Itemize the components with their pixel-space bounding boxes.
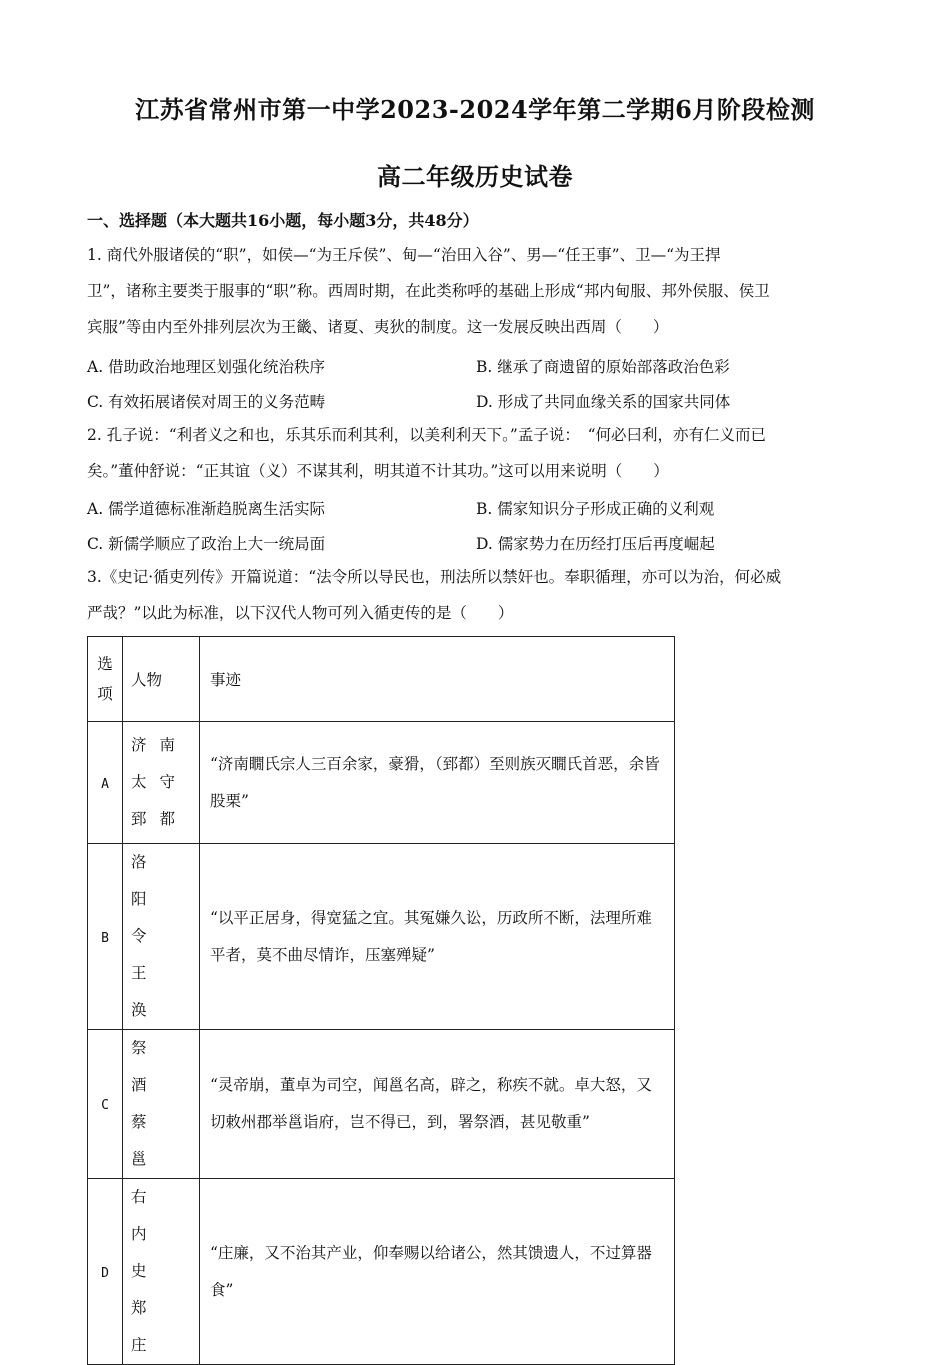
row-person: 右内史郑庄 bbox=[123, 1179, 200, 1365]
row-person: 洛阳令王涣 bbox=[123, 844, 200, 1030]
question-1-option-d[interactable]: D. 形成了共同血缘关系的国家共同体 bbox=[476, 393, 731, 411]
row-deed: “灵帝崩，董卓为司空，闻邕名高，辟之，称疾不就。卓大怒，又切敕州郡举邕诣府，岂不得已，到，署祭酒，甚见敬重” bbox=[200, 1030, 675, 1179]
question-1-option-b[interactable]: B. 继承了商遗留的原始部落政治色彩 bbox=[476, 358, 730, 376]
table-row bbox=[88, 1030, 675, 1179]
header-cell-deed: 事迹 bbox=[200, 637, 675, 722]
question-1-stem-line: 1. 商代外服诸侯的“职”，如侯—“为王斥侯”、甸—“治田入谷”、男—“任王事”、卫—“为王捍 bbox=[87, 246, 721, 264]
question-2-option-d[interactable]: D. 儒家势力在历经打压后再度崛起 bbox=[476, 535, 715, 553]
question-2-option-b[interactable]: B. 儒家知识分子形成正确的义利观 bbox=[476, 500, 715, 518]
header-cell-option: 选项 bbox=[88, 637, 123, 722]
row-letter: C bbox=[88, 1030, 123, 1179]
section-heading: 一、选择题（本大题共16小题，每小题3分，共48分） bbox=[87, 211, 479, 230]
row-letter: B bbox=[88, 844, 123, 1030]
table-row bbox=[88, 1179, 675, 1365]
row-letter: A bbox=[88, 722, 123, 844]
table-row bbox=[88, 722, 675, 844]
question-3-table bbox=[87, 636, 675, 1365]
row-deed: “济南瞯氏宗人三百余家，豪猾，（郅都）至则族灭瞯氏首恶，余皆股栗” bbox=[200, 722, 675, 844]
table-row bbox=[88, 844, 675, 1030]
question-3-stem bbox=[87, 559, 863, 631]
question-1-stem-line: 宾服”等由内至外排列层次为王畿、诸夏、夷狄的制度。这一发展反映出西周（ ） bbox=[87, 318, 669, 336]
question-3-stem-line: 严哉？”以此为标准，以下汉代人物可列入循吏传的是（ ） bbox=[87, 604, 514, 622]
question-2-stem-line: 2. 孔子说：“利者义之和也，乐其乐而利其利，以美利利天下。”孟子说： “何必曰利，亦有仁义而已 bbox=[87, 426, 766, 444]
question-1-option-a[interactable]: A. 借助政治地理区划强化统治秩序 bbox=[87, 358, 326, 376]
question-2-stem bbox=[87, 417, 863, 489]
row-deed: “庄廉，又不治其产业，仰奉赐以给诸公，然其馈遗人，不过算器食” bbox=[200, 1179, 675, 1365]
question-2-option-c[interactable]: C. 新儒学顺应了政治上大一统局面 bbox=[87, 535, 326, 553]
question-3-stem-line: 3.《史记·循吏列传》开篇说道：“法令所以导民也，刑法所以禁奸也。奉职循理，亦可以为治，何必威 bbox=[87, 568, 782, 586]
question-1-stem-line: 卫”，诸称主要类于服事的“职”称。西周时期，在此类称呼的基础上形成“邦内甸服、邦外侯服、侯卫 bbox=[87, 282, 770, 300]
question-2-option-a[interactable]: A. 儒学道德标准渐趋脱离生活实际 bbox=[87, 500, 326, 518]
row-deed: “以平正居身，得宽猛之宜。其冤嫌久讼，历政所不断，法理所难平者，莫不曲尽情诈，压塞殚疑” bbox=[200, 844, 675, 1030]
exam-title-line2: 高二年级历史试卷 bbox=[377, 162, 573, 191]
row-person: 济南太守郅都 bbox=[123, 722, 200, 844]
table-header-row bbox=[88, 637, 675, 722]
row-person: 祭酒蔡邕 bbox=[123, 1030, 200, 1179]
header-cell-person: 人物 bbox=[123, 637, 200, 722]
question-2-stem-line: 矣。”董仲舒说：“正其谊（义）不谋其利，明其道不计其功。”这可以用来说明（ ） bbox=[87, 462, 669, 480]
row-letter: D bbox=[88, 1179, 123, 1365]
question-1-stem bbox=[87, 237, 863, 345]
exam-title-line1: 江苏省常州市第一中学2023-2024学年第二学期6月阶段检测 bbox=[135, 95, 815, 124]
question-1-option-c[interactable]: C. 有效拓展诸侯对周王的义务范畴 bbox=[87, 393, 326, 411]
